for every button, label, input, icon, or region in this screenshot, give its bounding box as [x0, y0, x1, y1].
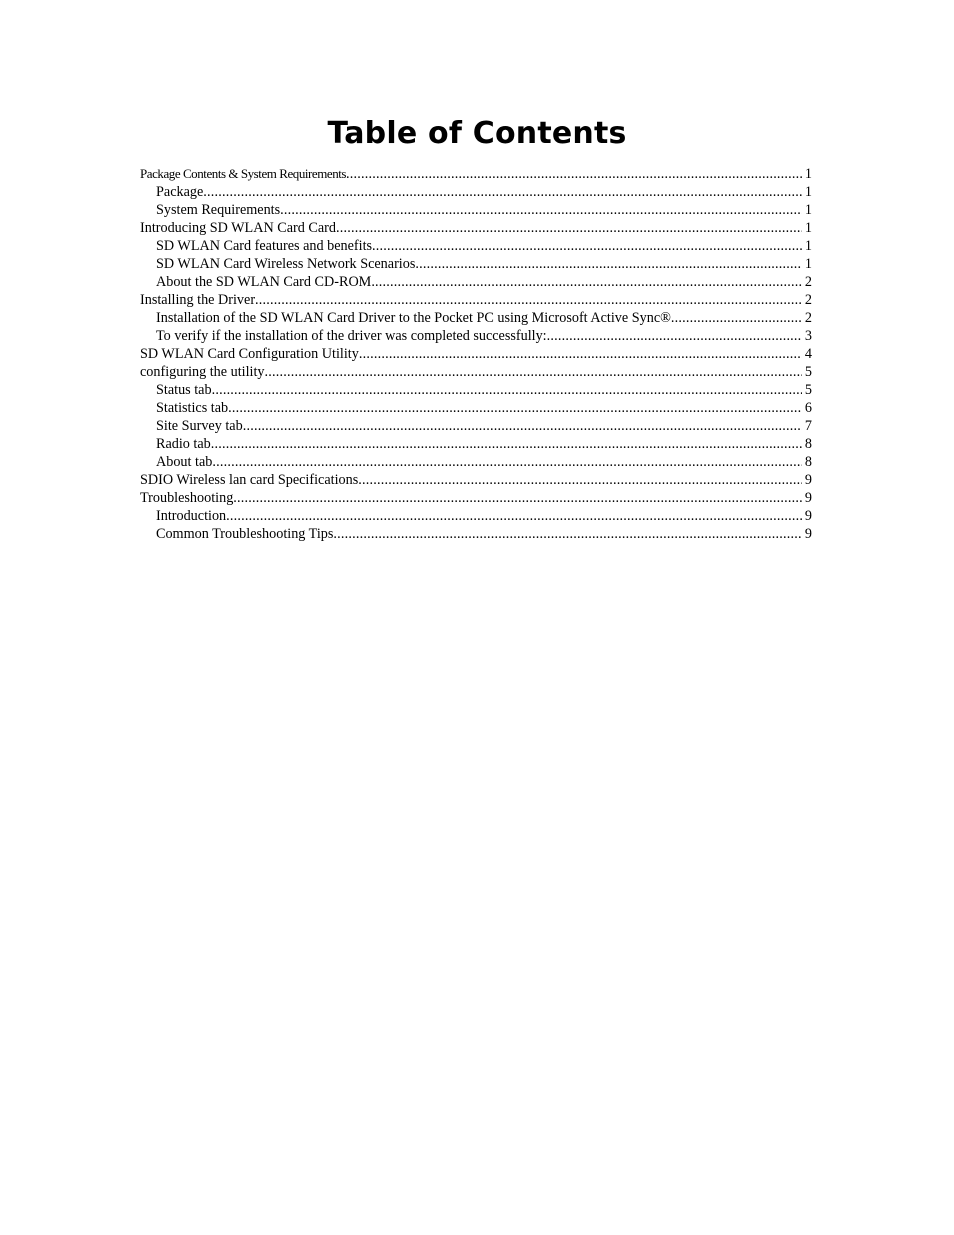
toc-entry-title: Statistics tab	[156, 400, 229, 416]
toc-entry-title: About the SD WLAN Card CD-ROM	[156, 274, 372, 290]
dot-leader	[212, 453, 802, 471]
toc-entry[interactable]	[140, 507, 812, 525]
toc-page-number: 8	[804, 436, 812, 452]
dot-leader	[336, 219, 802, 237]
toc-entry[interactable]	[140, 471, 812, 489]
dot-leader	[243, 417, 802, 435]
dot-leader	[671, 309, 802, 327]
toc-entry-title: SD WLAN Card features and benefits	[156, 238, 373, 254]
toc-entry[interactable]	[140, 435, 812, 453]
toc-entry-title: Package	[156, 184, 204, 200]
toc-entry[interactable]	[140, 489, 812, 507]
toc-page-number: 1	[804, 238, 812, 254]
dot-leader	[372, 237, 802, 255]
toc-page-number: 1	[804, 256, 812, 272]
dot-leader	[265, 363, 802, 381]
toc-page-number: 9	[804, 490, 812, 506]
toc-entry[interactable]	[140, 273, 812, 291]
toc-entry[interactable]	[140, 381, 812, 399]
toc-entry-title: Common Troubleshooting Tips	[156, 526, 334, 542]
toc-entry[interactable]	[140, 453, 812, 471]
dot-leader	[333, 525, 802, 543]
toc-entry[interactable]	[140, 327, 812, 345]
toc-entry[interactable]	[140, 363, 812, 381]
dot-leader	[233, 489, 802, 507]
dot-leader	[255, 291, 802, 309]
toc-entry-title: Package Contents & System Requirements	[140, 166, 347, 181]
toc-page-number: 8	[804, 454, 812, 470]
toc-entry[interactable]	[140, 255, 812, 273]
dot-leader	[211, 435, 802, 453]
dot-leader	[280, 201, 802, 219]
toc-entry-title: System Requirements	[156, 202, 281, 218]
toc-entry[interactable]	[140, 237, 812, 255]
dot-leader	[212, 381, 802, 399]
toc-entry[interactable]	[140, 219, 812, 237]
toc-page-number: 6	[804, 400, 812, 416]
toc-page-number: 5	[804, 364, 812, 380]
toc-entry-title: Introducing SD WLAN Card Card	[140, 220, 336, 236]
toc-page-number: 1	[804, 166, 812, 182]
toc-entry[interactable]	[140, 201, 812, 219]
toc-entry-title: Installing the Driver	[140, 292, 256, 308]
toc-page-number: 9	[804, 508, 812, 524]
toc-entry-title: SDIO Wireless lan card Specifications	[140, 472, 359, 488]
dot-leader	[346, 165, 802, 183]
toc-entry[interactable]	[140, 345, 812, 363]
toc-entry[interactable]	[140, 309, 812, 327]
toc-page-number: 4	[804, 346, 812, 362]
toc-page-number: 1	[804, 202, 812, 218]
toc-page-number: 7	[804, 418, 812, 434]
dot-leader	[359, 345, 802, 363]
toc-entry-title: Radio tab	[156, 436, 211, 452]
dot-leader	[358, 471, 802, 489]
toc-page-number: 5	[804, 382, 812, 398]
toc-entry[interactable]	[140, 399, 812, 417]
dot-leader	[203, 183, 802, 201]
toc-entry-title: Site Survey tab	[156, 418, 243, 434]
toc-entry-title: To verify if the installation of the driver was completed successfully:	[156, 328, 547, 344]
dot-leader	[228, 399, 802, 417]
toc-entry-title: Introduction	[156, 508, 227, 524]
toc-entry[interactable]	[140, 291, 812, 309]
dot-leader	[371, 273, 802, 291]
toc-entry[interactable]	[140, 417, 812, 435]
table-of-contents	[140, 165, 812, 543]
toc-page-number: 3	[804, 328, 812, 344]
toc-entry-title: SD WLAN Card Configuration Utility	[140, 346, 359, 362]
toc-page-number: 9	[804, 526, 812, 542]
dot-leader	[226, 507, 802, 525]
toc-page-number: 1	[804, 184, 812, 200]
toc-entry-title: configuring the utility	[140, 364, 265, 380]
toc-page-number: 2	[804, 292, 812, 308]
toc-entry[interactable]	[140, 183, 812, 201]
toc-entry-title: SD WLAN Card Wireless Network Scenarios	[156, 256, 416, 272]
page-title: Table of Contents	[327, 116, 627, 151]
toc-page-number: 2	[804, 310, 812, 326]
toc-page-number: 1	[804, 220, 812, 236]
toc-entry-title: Installation of the SD WLAN Card Driver to the Pocket PC using Microsoft Active Sync®	[156, 310, 671, 326]
toc-page-number: 2	[804, 274, 812, 290]
dot-leader	[415, 255, 802, 273]
toc-entry[interactable]	[140, 165, 812, 183]
toc-entry[interactable]	[140, 525, 812, 543]
toc-entry-title: Status tab	[156, 382, 212, 398]
dot-leader	[547, 327, 802, 345]
toc-page-number: 9	[804, 472, 812, 488]
toc-entry-title: About tab	[156, 454, 213, 470]
toc-entry-title: Troubleshooting	[140, 490, 234, 506]
